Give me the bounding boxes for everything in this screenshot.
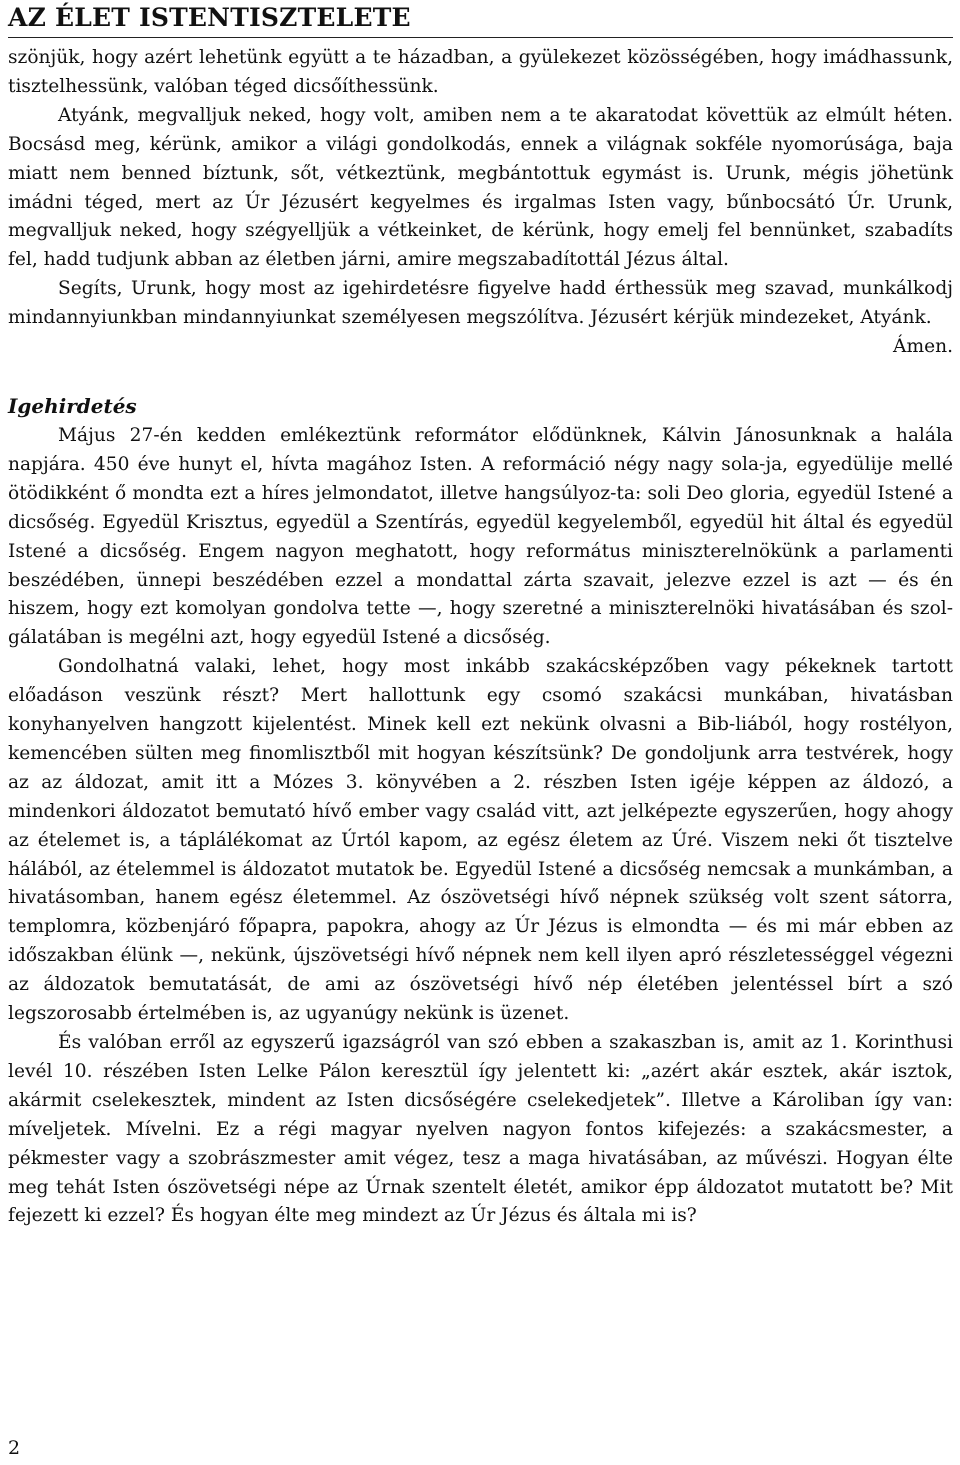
prayer-paragraph-1: szönjük, hogy azért lehetünk együtt a te házadban, a gyülekezet közösségében, hogy imádhassunk, tisztelhessünk, valóban téged dicsőíthessünk. bbox=[8, 47, 953, 97]
document-page bbox=[8, 0, 953, 1465]
prayer-paragraph-2: Atyánk, megvalljuk neked, hogy volt, amiben nem a te akaratodat követtük az elmúlt héten. Bocsásd meg, kérünk, amikor a világi gondolkodás, ennek a világnak sokféle nyomorúsága, baja miatt nem benned bíztunk, sőt, vétkeztünk, megbántottuk egymást is. Urunk, mégis jöhetünk imádni téged, mert az Úr Jézusért kegyelmes és irgalmas Isten vagy, bűnbocsátó Úr. Urunk, megvalljuk neked, hogy szégyelljük a vétkeinket, de kérünk, hogy emelj fel bennünket, szabadíts fel, hadd tudjunk abban az életben járni, amire megszabadítottál Jézus által. bbox=[8, 104, 953, 271]
sermon-paragraph-2: Gondolhatná valaki, lehet, hogy most inkább szakácsképzőben vagy pékeknek tartott előadáson veszünk részt? Mert hallottunk egy csomó szakácsi munkában, hivatásban konyhanyelven hangzott kijelentést. Minek kell ezt nekünk olvasni a Bib-liából, hogy rostélyon, kemencében sülten meg finomlisztből mit hogyan készítsünk? De gondoljunk arra testvérek, hogy az az áldozat, amit itt a Mózes 3. könyvében a 2. részben Isten igéje képpen az áldozó, a mindenkori áldozatot bemutató hívő ember vagy család vitt, azt jelképezte egyszerűen, hogy ahogy az ételemet is, a táplálékomat az Úrtól kapom, az egész életem az Úré. Viszem neki őt tisztelve hálából, az ételemmel is áldozatot mutatok be. Egyedül Istené a dicsőség nemcsak a munkámban, a hivatásomban, hanem egész életemmel. Az ószövetségi hívő népnek szükség volt szent sátorra, templomra, közbenjáró főpapra, papokra, ahogy az Úr Jézus is elmondta — és mi már ebben az időszakban élünk —, nekünk, újszövetségi hívő népnek nem kell ilyen apró részletességgel végezni az áldozatok bemutatását, de ami az ószövetségi hívő nép életében jelentéssel bírt a szó legszorosabb értelmében is, az ugyanúgy nekünk is üzenet. bbox=[8, 656, 953, 1025]
section-heading-sermon: Igehirdetés bbox=[8, 393, 137, 418]
page-number: 2 bbox=[8, 1437, 21, 1459]
prayer-paragraph-3: Segíts, Urunk, hogy most az igehirdetésre figyelve hadd érthessük meg szavad, munkálkodj mindannyiunkban mindannyiunkat személyesen megszólítva. Jézusért kérjük mindezeket, Atyánk. bbox=[8, 278, 953, 329]
sermon-section bbox=[8, 422, 953, 1231]
prayer-section bbox=[8, 44, 953, 362]
sermon-paragraph-1: Május 27-én kedden emlékeztünk reformátor elődünknek, Kálvin Jánosunknak a halála napjára. 450 éve hunyt el, hívta magához Isten. A reformáció négy nagy sola-ja, egyedülije mellé ötödikként ő mondta ezt a híres jelmondatot, illetve hangsúlyoz-ta: soli Deo gloria, egyedül Istené a dicsőség. Egyedül Krisztus, egyedül a Szentírás, egyedül kegyelemből, egyedül hit által és egyedül Istené a dicsőség. Engem nagyon meghatott, hogy református miniszterelnökünk a parlamenti beszédében, ünnepi beszédében ezzel a mondattal zárta szavait, jelezve ezzel is azt — és én hiszem, hogy ezt komolyan gondolva tette —, hogy szeretné a miniszterelnöki hivatásában és szol-gálatában is megélni azt, hogy egyedül Istené a dicsőség. bbox=[8, 424, 953, 649]
header-rule bbox=[8, 37, 953, 38]
amen-line: Ámen. bbox=[893, 336, 953, 358]
running-head-title: AZ ÉLET ISTENTISZTELETE bbox=[8, 3, 411, 32]
sermon-paragraph-3: És valóban erről az egyszerű igazságról van szó ebben a szakaszban is, amit az 1. Korinthusi levél 10. részében Isten Lelke Pálon keresztül így jelentett ki: „azért akár esztek, akár isztok, akármit cselekesztek, mindent az Isten dicsőségére cselekedjetek”. Illetve a Károliban így van: míveljetek. Mívelni. Ez a régi magyar nyelven nagyon fontos kifejezés: a szakácsmester, a pékmester vagy a szobrászmester amit végez, tesz a maga hivatásában, az művészi. Hogyan élte meg tehát Isten ószövetségi népe az Úrnak szentelt életét, amikor épp áldozatot mutatott be? Mit fejezett ki ezzel? És hogyan élte meg mindezt az Úr Jézus és általa mi is? bbox=[8, 1032, 953, 1227]
